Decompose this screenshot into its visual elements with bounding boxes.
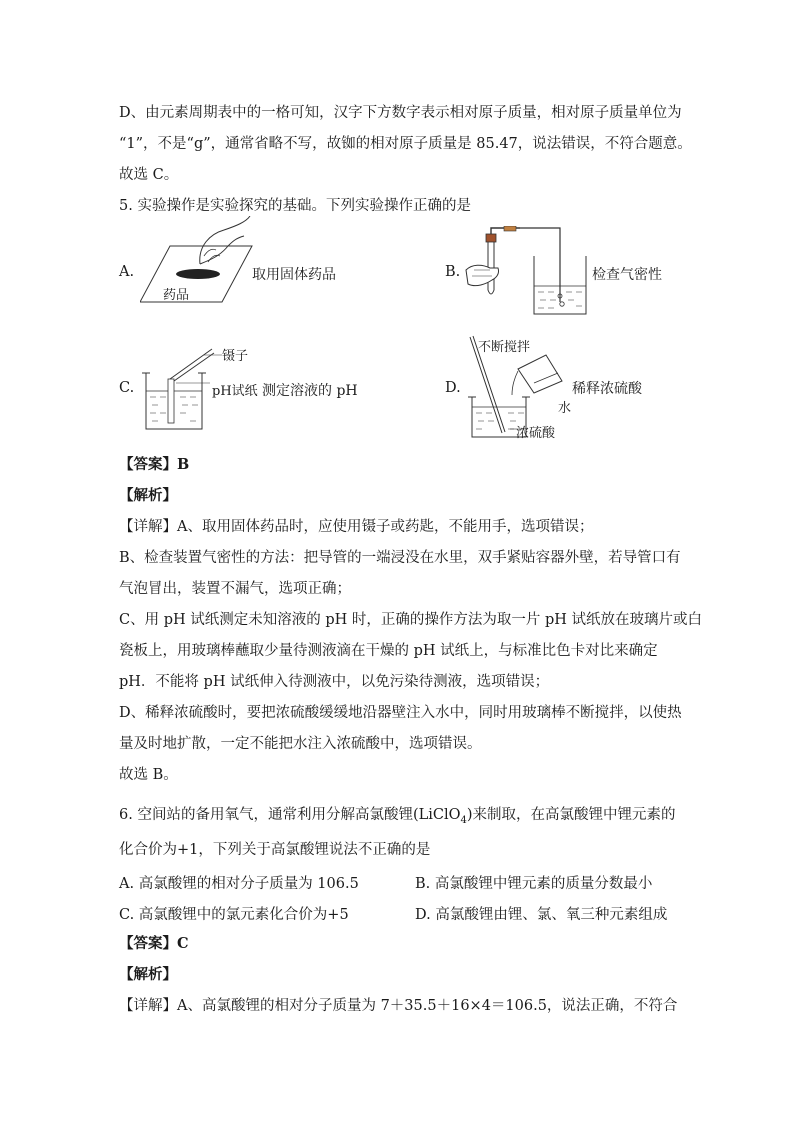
detail-line: 量及时地扩散，一定不能把水注入浓硫酸中，选项错误。 bbox=[119, 736, 482, 752]
acid-label: 浓硫酸 bbox=[516, 426, 556, 441]
option-letter: D. bbox=[445, 380, 461, 396]
text-line: D、由元素周期表中的一格可知，汉字下方数字表示相对原子质量，相对原子质量单位为 bbox=[119, 105, 682, 121]
airtightness-check-figure bbox=[462, 226, 592, 318]
formula-close: ) bbox=[466, 807, 473, 823]
option-letter: B. bbox=[445, 264, 461, 280]
stir-label: 不断搅拌 bbox=[478, 340, 531, 355]
question-stem bbox=[119, 805, 676, 831]
detail-line: B、检查装置气密性的方法：把导管的一端浸没在水里，双手紧贴容器外壁，若导管口有 bbox=[119, 550, 681, 566]
reagent-label: 药品 bbox=[163, 288, 190, 303]
formula-text: (LiClO bbox=[412, 807, 461, 823]
option-caption: 检查气密性 bbox=[592, 267, 662, 283]
detail-line: 气泡冒出，装置不漏气，选项正确； bbox=[119, 581, 351, 597]
option-caption: 取用固体药品 bbox=[252, 267, 336, 283]
stem-part: 来制取，在高氯酸锂中锂元素的 bbox=[472, 807, 676, 823]
detail-line: 【详解】A、取用固体药品时，应使用镊子或药匙，不能用手，选项错误； bbox=[119, 519, 594, 535]
formula-subscript: 4 bbox=[460, 814, 467, 826]
detail-line: C、用 pH 试纸测定未知溶液的 pH 时，正确的操作方法为取一片 pH 试纸放在玻璃片或白 bbox=[119, 612, 703, 628]
detail-line: 故选 B。 bbox=[119, 767, 178, 783]
option-letter: A. bbox=[119, 264, 135, 280]
option-caption: 测定溶液的 pH bbox=[262, 383, 358, 399]
ph-paper-label: pH试纸 bbox=[212, 384, 258, 399]
choice-c: C. 高氯酸锂中的氯元素化合价为+5 bbox=[119, 907, 349, 923]
detail-line: pH．不能将 pH 试纸伸入待测液中，以免污染待测液，选项错误； bbox=[119, 674, 550, 690]
analysis-label: 【解析】 bbox=[119, 966, 177, 983]
question-stem-line2: 化合价为+1，下列关于高氯酸锂说法不正确的是 bbox=[119, 842, 431, 858]
answer-label: 【答案】C bbox=[119, 935, 189, 952]
question-stem: 5. 实验操作是实验探究的基础。下列实验操作正确的是 bbox=[119, 198, 471, 214]
analysis-label: 【解析】 bbox=[119, 487, 177, 504]
text-line: 故选 C。 bbox=[119, 167, 179, 183]
choice-b: B. 高氯酸锂中锂元素的质量分数最小 bbox=[415, 876, 653, 892]
chemical-formula bbox=[412, 807, 473, 826]
choice-a: A. 高氯酸锂的相对分子质量为 106.5 bbox=[119, 876, 359, 892]
option-letter: C. bbox=[119, 380, 135, 396]
answer-label: 【答案】B bbox=[119, 456, 190, 473]
solid-reagent-hand-figure bbox=[140, 216, 260, 306]
text-line: “1”，不是“g”，通常省略不写，故铷的相对原子质量是 85.47，说法错误，不符合题意。 bbox=[119, 136, 692, 152]
choice-d: D. 高氯酸锂由锂、氯、氧三种元素组成 bbox=[415, 907, 668, 923]
detail-line: 瓷板上，用玻璃棒蘸取少量待测液滴在干燥的 pH 试纸上，与标准比色卡对比来确定 bbox=[119, 643, 658, 659]
option-caption: 稀释浓硫酸 bbox=[572, 381, 642, 397]
detail-line: 【详解】A、高氯酸锂的相对分子质量为 7＋35.5＋16×4＝106.5，说法正确，不符合 bbox=[119, 998, 678, 1014]
detail-line: D、稀释浓硫酸时，要把浓硫酸缓缓地沿器壁注入水中，同时用玻璃棒不断搅拌，以使热 bbox=[119, 705, 682, 721]
tweezers-label: 镊子 bbox=[222, 349, 249, 364]
water-label: 水 bbox=[558, 401, 572, 416]
stem-part: 6. 空间站的备用氧气，通常利用分解高氯酸锂 bbox=[119, 807, 413, 823]
